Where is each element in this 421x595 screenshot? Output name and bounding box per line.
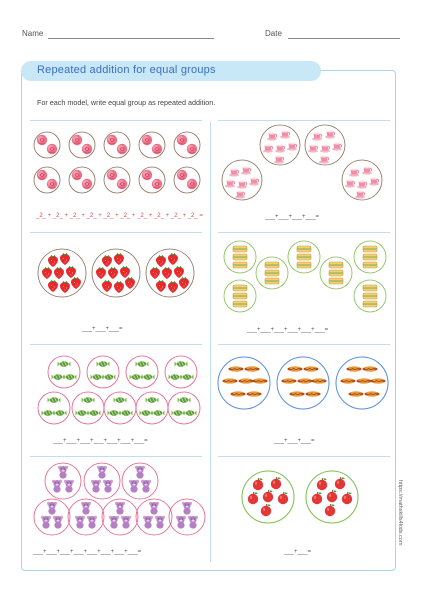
- website-url: https://mathskills4kids.com: [397, 480, 403, 546]
- equation-teddies[interactable]: ___+___+___+___+___+___+___+___=: [33, 549, 142, 555]
- name-label: Name: [22, 29, 44, 38]
- page-title: Repeated addition for equal groups: [37, 64, 216, 76]
- instructions: For each model, write equal group as repeated addition.: [37, 98, 216, 107]
- equation-roses[interactable]: _2_ + _2_ + _2_ + _2_ + _2_ + _2_ + _2_ + _2_ + _2_ + _2_ =: [36, 213, 203, 219]
- equation-candies[interactable]: ___+___+___+___+___+___+___=: [53, 438, 148, 444]
- equation-teacups[interactable]: ___+___+___+___=: [265, 214, 320, 220]
- equation-strawberries[interactable]: ___+___+___=: [82, 326, 123, 332]
- equation-apples[interactable]: ___+___=: [284, 549, 312, 555]
- date-label: Date: [265, 29, 282, 38]
- equation-sandwiches[interactable]: ___+___+___+___+___+___=: [247, 327, 329, 333]
- equation-hotdogs[interactable]: ___+___+___=: [274, 438, 315, 444]
